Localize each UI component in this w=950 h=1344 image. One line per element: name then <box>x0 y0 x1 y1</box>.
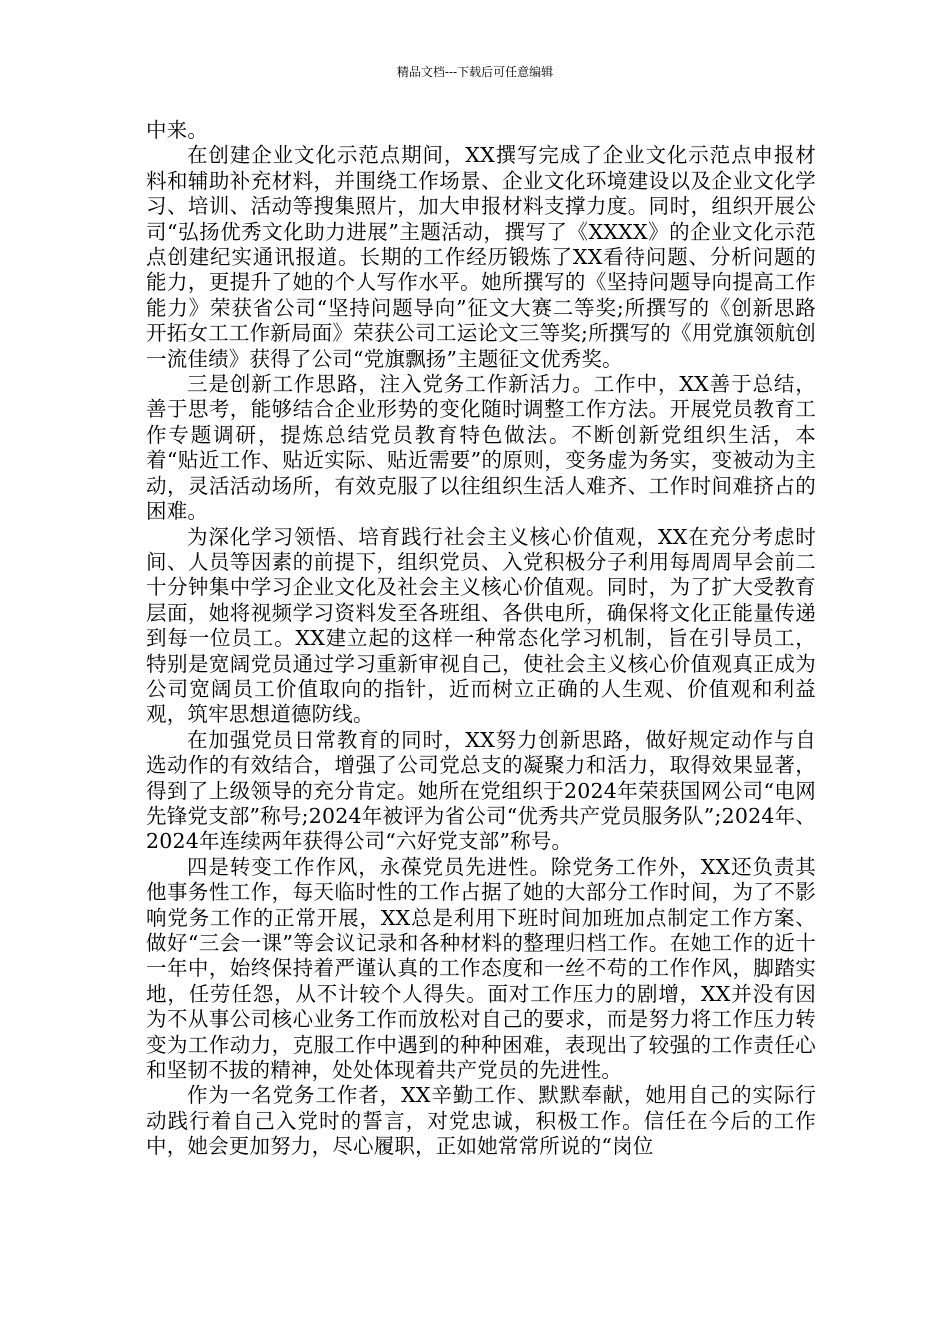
paragraph-continuation: 中来。 <box>146 118 209 142</box>
document-body <box>146 118 816 1160</box>
paragraph: 在加强党员日常教育的同时，XX努力创新思路，做好规定动作与自选动作的有效结合，增强了公司党总支的凝聚力和活力，取得效果显著，得到了上级领导的充分肯定。她所在党组织于2024年荣获国网公司“电网先锋党支部”称号;2024年被评为省公司“优秀共产党员服务队”;2024年、2024年连续两年获得公司“六好党支部”称号。 <box>146 727 816 854</box>
paragraph: 在创建企业文化示范点期间，XX撰写完成了企业文化示范点申报材料和辅助补充材料，并围绕工作场景、企业文化环境建设以及企业文化学习、培训、活动等搜集照片，加大申报材料支撑力度。同时，组织开展公司“弘扬优秀文化助力进展”主题活动，撰写了《XXXX》的企业文化示范点创建纪实通讯报道。长期的工作经历锻炼了XX看待问题、分析问题的能力，更提升了她的个人写作水平。她所撰写的《坚持问题导向提高工作能力》荣获省公司“坚持问题导向”征文大赛二等奖;所撰写的《创新思路开拓女工工作新局面》荣获公司工运论文三等奖;所撰写的《用党旗领航创一流佳绩》获得了公司“党旗飘扬”主题征文优秀奖。 <box>146 143 816 371</box>
paragraph: 三是创新工作思路，注入党务工作新活力。工作中，XX善于总结，善于思考，能够结合企业形势的变化随时调整工作方法。开展党员教育工作专题调研，提炼总结党员教育特色做法。不断创新党组织生活，本着“贴近工作、贴近实际、贴近需要”的原则，变务虚为务实，变被动为主动，灵活活动场所，有效克服了以往组织生活人难齐、工作时间难挤占的困难。 <box>146 372 816 524</box>
page-header: 精品文档---下载后可任意编辑 <box>396 65 554 79</box>
paragraph: 作为一名党务工作者，XX辛勤工作、默默奉献，她用自己的实际行动践行着自己入党时的誓言，对党忠诚，积极工作。信任在今后的工作中，她会更加努力，尽心履职，正如她常常所说的“岗位 <box>146 1083 816 1159</box>
paragraph: 为深化学习领悟、培育践行社会主义核心价值观，XX在充分考虑时间、人员等因素的前提下，组织党员、入党积极分子利用每周周早会前二十分钟集中学习企业文化及社会主义核心价值观。同时，为了扩大受教育层面，她将视频学习资料发至各班组、各供电所，确保将文化正能量传递到每一位员工。XX建立起的这样一种常态化学习机制，旨在引导员工，特别是宽阔党员通过学习重新审视自己，使社会主义核心价值观真正成为公司宽阔员工价值取向的指针，近而树立正确的人生观、价值观和利益观，筑牢思想道德防线。 <box>146 524 816 727</box>
paragraph: 四是转变工作作风，永葆党员先进性。除党务工作外，XX还负责其他事务性工作，每天临时性的工作占据了她的大部分工作时间，为了不影响党务工作的正常开展，XX总是利用下班时间加班加点制定工作方案、做好“三会一课”等会议记录和各种材料的整理归档工作。在她工作的近十一年中，始终保持着严谨认真的工作态度和一丝不苟的工作作风，脚踏实地，任劳任怨，从不计较个人得失。面对工作压力的剧增，XX并没有因为不从事公司核心业务工作而放松对自己的要求，而是努力将工作压力转变为工作动力，克服工作中遇到的种种困难，表现出了较强的工作责任心和坚韧不拔的精神，处处体现着共产党员的先进性。 <box>146 854 816 1083</box>
